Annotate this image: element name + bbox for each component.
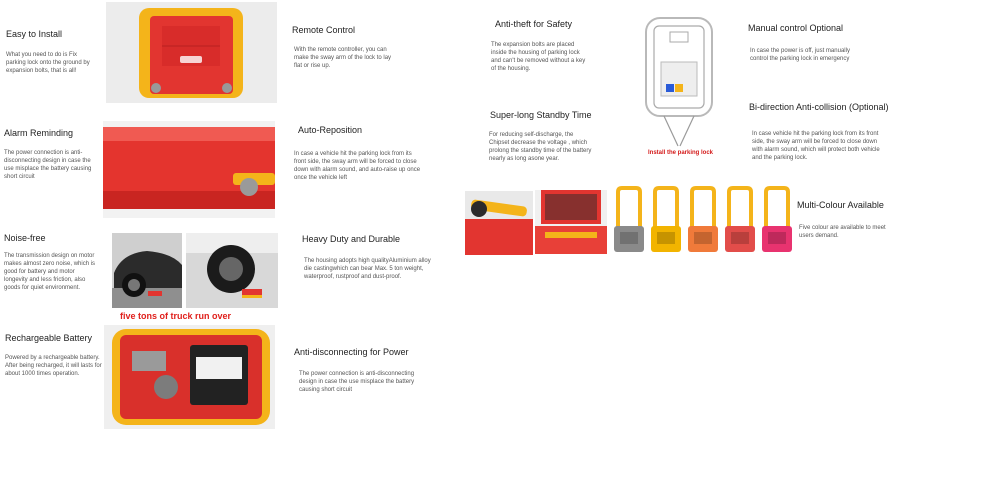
colour-variant-2 bbox=[651, 188, 681, 252]
anti-theft-text: The expansion bolts are placed inside the housing of parking lock and can't be removed without a key of the housing. bbox=[491, 42, 586, 72]
easy-install-text: What you need to do is Fix parking lock onto the ground by expansion bolts, that is all! bbox=[6, 52, 90, 74]
heavy-duty-title: Heavy Duty and Durable bbox=[302, 234, 401, 244]
multi-colour-text: Five colour are available to meet users demand. bbox=[799, 225, 886, 239]
colour-variant-4 bbox=[725, 188, 755, 252]
multi-colour-title: Multi-Colour Available bbox=[797, 200, 884, 210]
lock-side-image bbox=[103, 121, 275, 218]
car-over-lock-image bbox=[112, 233, 182, 308]
alarm-reminding-title: Alarm Reminding bbox=[4, 128, 74, 138]
rechargeable-battery-title: Rechargeable Battery bbox=[5, 333, 93, 343]
alarm-reminding-text: The power connection is anti-disconnecting design in case the use misplace the battery causing short circuit bbox=[4, 150, 92, 180]
remote-control-text: With the remote controller, you can make the sway arm of the lock to lay flat or rise up. bbox=[294, 47, 392, 69]
rechargeable-battery-text: Powered by a rechargeable battery. After being recharged, it will lasts for about 1000 times operation. bbox=[5, 355, 102, 377]
anti-disconnecting-title: Anti-disconnecting for Power bbox=[294, 347, 409, 357]
heavy-duty-text: The housing adopts high qualityAluminium alloy die castingwhich can bear Max. 5 ton weight, waterproof, rustproof and dust-proof. bbox=[304, 258, 431, 280]
colour-variant-5 bbox=[762, 188, 792, 252]
colour-variant-3 bbox=[688, 188, 718, 252]
colour-variants bbox=[612, 186, 794, 256]
install-caption: Install the parking lock bbox=[648, 150, 714, 156]
noise-free-title: Noise-free bbox=[4, 233, 46, 243]
auto-reposition-title: Auto-Reposition bbox=[298, 125, 363, 135]
standby-time-title: Super-long Standby Time bbox=[490, 110, 592, 120]
battery-inside-image bbox=[104, 325, 275, 429]
manual-control-text: In case the power is off, just manually control the parking lock in emergency bbox=[750, 48, 850, 62]
easy-install-title: Easy to Install bbox=[6, 29, 63, 39]
lock-arm-closeup-image bbox=[465, 191, 533, 255]
standby-time-text: For reducing self-discharge, the Chipset decrease the voltage , which prolong the standby time of the battery nearly as long asone year. bbox=[489, 132, 592, 162]
auto-reposition-text: In case a vehicle hit the parking lock from its front side, the sway arm will be forced to close down with alarm sound, and auto-raise up once once the vehicle left bbox=[294, 151, 421, 181]
bidirection-title: Bi-direction Anti-collision (Optional) bbox=[749, 102, 889, 112]
truck-run-over-caption: five tons of truck run over bbox=[120, 311, 232, 321]
lock-mechanism-image bbox=[535, 190, 607, 254]
colour-variant-1 bbox=[614, 188, 644, 252]
bidirection-text: In case vehicle hit the parking lock from its front side, the sway arm will be forced to close down with alarm sound, which will protect both vehicle and the parking lock. bbox=[752, 131, 880, 161]
lock-top-image bbox=[106, 2, 277, 103]
anti-disconnecting-text: The power connection is anti-disconnecting design in case the use misplace the battery causing short circuit bbox=[299, 371, 415, 393]
install-diagram-image bbox=[634, 12, 726, 150]
remote-control-title: Remote Control bbox=[292, 25, 356, 35]
manual-control-title: Manual control Optional bbox=[748, 23, 844, 33]
truck-over-lock-image bbox=[186, 233, 278, 308]
anti-theft-title: Anti-theft for Safety bbox=[495, 19, 573, 29]
noise-free-text: The transmission design on motor makes almost zero noise, which is good for battery and motor longevity and less friction, also goods for quiet environment. bbox=[4, 253, 96, 291]
